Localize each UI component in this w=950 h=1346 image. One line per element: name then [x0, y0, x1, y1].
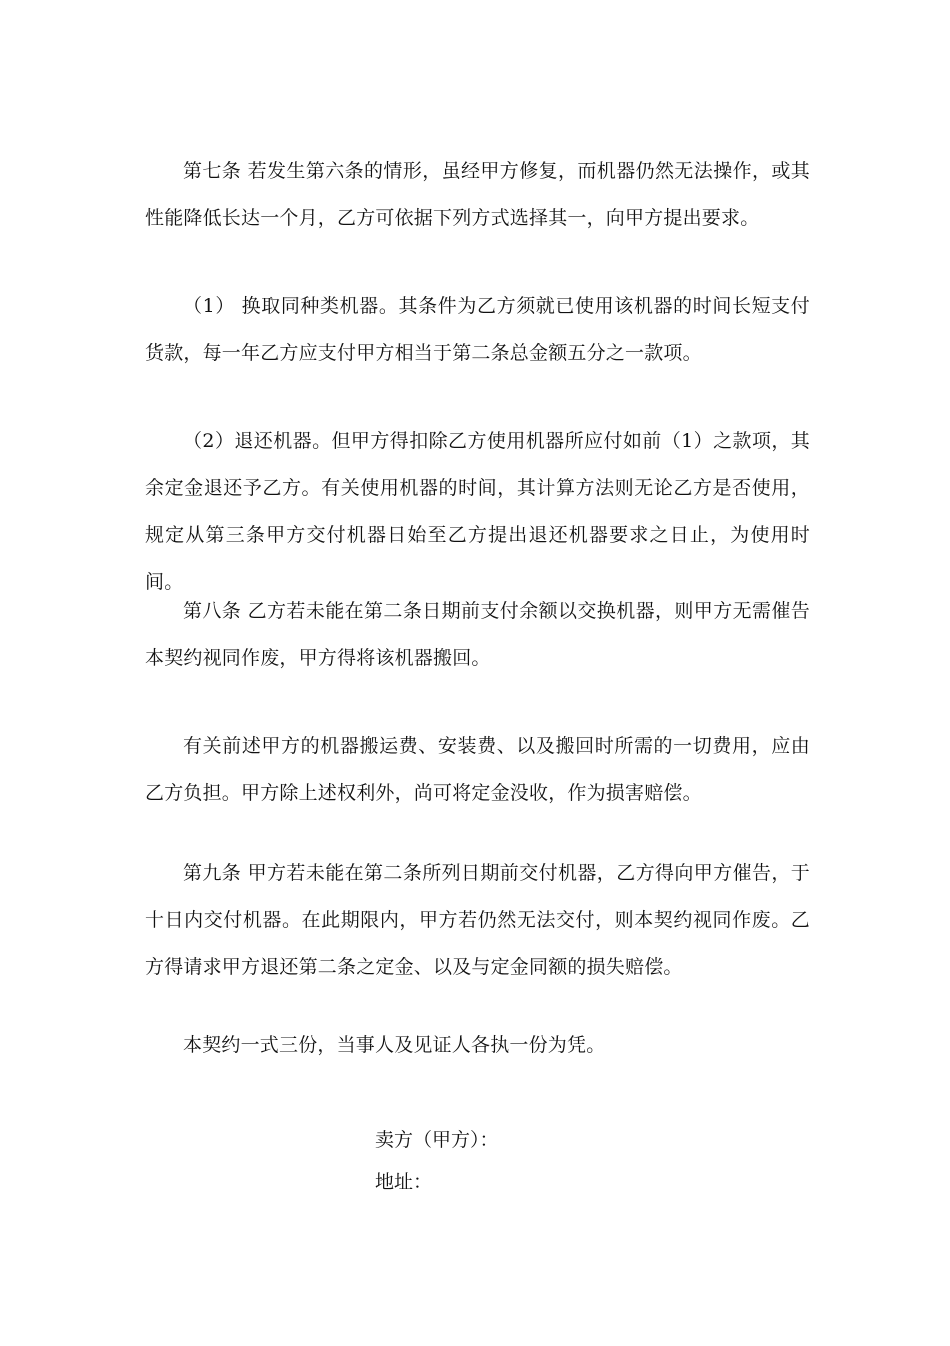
copies-paragraph: 本契约一式三份，当事人及见证人各执一份为凭。 — [183, 1034, 606, 1056]
article-7-paragraph: 第七条 若发生第六条的情形，虽经甲方修复，而机器仍然无法操作，或其性能降低长达一个月，乙方可依据下列方式选择其一，向甲方提出要求。 — [145, 160, 810, 229]
option-2-paragraph: （2）退还机器。但甲方得扣除乙方使用机器所应付如前（1）之款项，其余定金退还予乙方。有关使用机器的时间，其计算方法则无论乙方是否使用，规定从第三条甲方交付机器日始至乙方提出退还机器要求之日止，为使用时间。 — [145, 430, 810, 593]
costs-paragraph: 有关前述甲方的机器搬运费、安装费、以及搬回时所需的一切费用，应由乙方负担。甲方除上述权利外，尚可将定金没收，作为损害赔偿。 — [145, 735, 810, 804]
address-label: 地址： — [375, 1171, 433, 1193]
article-9-paragraph: 第九条 甲方若未能在第二条所列日期前交付机器，乙方得向甲方催告，于十日内交付机器。在此期限内，甲方若仍然无法交付，则本契约视同作废。乙方得请求甲方退还第二条之定金、以及与定金同额的损失赔偿。 — [145, 862, 810, 978]
article-8-paragraph: 第八条 乙方若未能在第二条日期前支付余额以交换机器，则甲方无需催告本契约视同作废，甲方得将该机器搬回。 — [145, 600, 810, 669]
option-1-paragraph: （1） 换取同种类机器。其条件为乙方须就已使用该机器的时间长短支付货款，每一年乙方应支付甲方相当于第二条总金额五分之一款项。 — [145, 295, 810, 364]
seller-label: 卖方（甲方）： — [375, 1129, 499, 1151]
